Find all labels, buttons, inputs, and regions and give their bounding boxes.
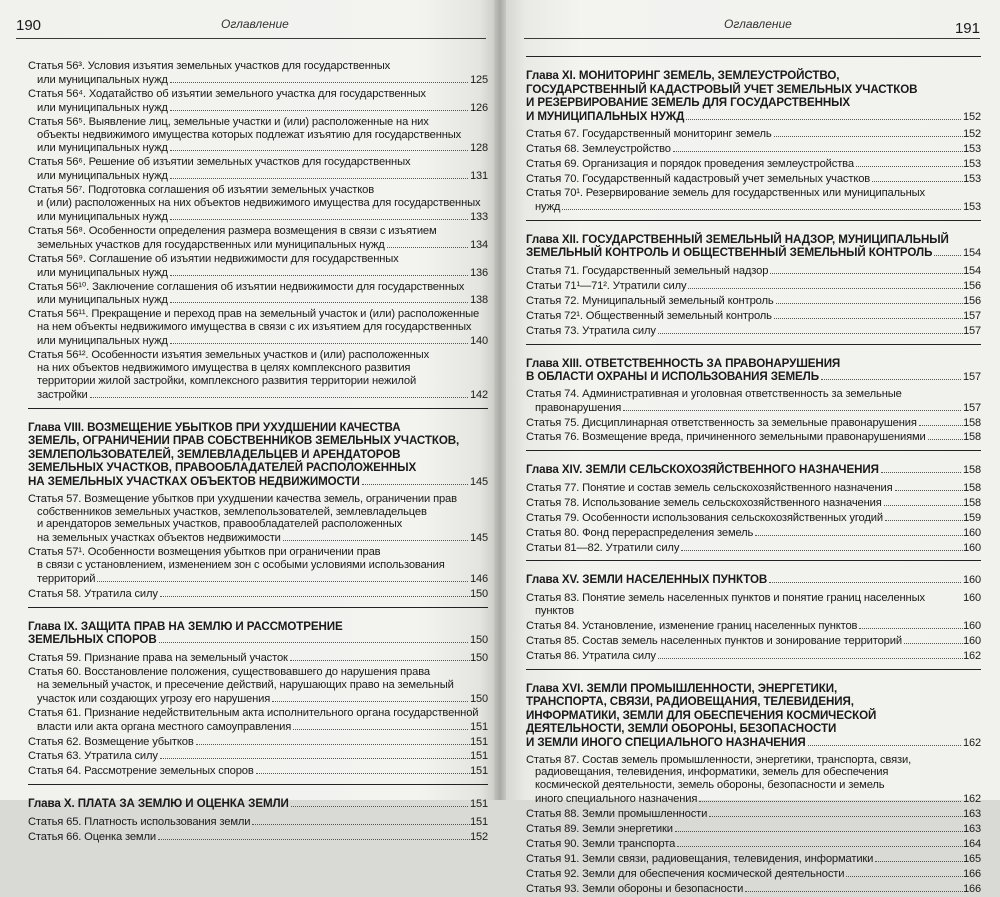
- toc-page-number: 140: [470, 335, 488, 348]
- toc-page-number: 136: [470, 266, 488, 279]
- dot-leader: [658, 649, 963, 659]
- toc-entry-line: и (или) расположенных на них объектов недвижимого имущества для государственных: [37, 197, 481, 210]
- toc-chapter-entry[interactable]: [526, 233, 981, 261]
- toc-article-entry[interactable]: [526, 496, 981, 510]
- toc-entry-line: или муниципальных нужд: [37, 73, 168, 86]
- toc-entry-line: Статья 70¹. Резервирование земель для государственных или муниципальных: [526, 187, 925, 199]
- left-header-title: Оглавление: [221, 17, 289, 31]
- toc-entry-line: Статья 91. Земли связи, радиовещания, телевидения, информатики: [526, 852, 874, 865]
- toc-chapter-entry[interactable]: [526, 682, 981, 751]
- toc-entry-line: на нем объекты недвижимого имущества в связи с их изъятием для государственных: [37, 321, 472, 334]
- dot-leader: [158, 830, 470, 840]
- toc-article-entry[interactable]: [526, 591, 981, 618]
- dot-leader: [769, 573, 961, 583]
- dot-leader: [934, 246, 961, 256]
- toc-entry-line: ЗЕМЕЛЬНЫЙ КОНТРОЛЬ И ОБЩЕСТВЕННЫЙ ЗЕМЕЛЬНЫЙ КОНТРОЛЬ: [526, 246, 933, 260]
- toc-page-number: 152: [963, 128, 981, 141]
- toc-page-number: 166: [963, 882, 981, 895]
- toc-entry-line: Статья 57. Возмещение убытков при ухудшении качества земель, ограничении прав: [28, 492, 457, 505]
- right-header-title: Оглавление: [724, 17, 792, 31]
- dot-leader: [97, 572, 468, 582]
- toc-page-number: 154: [963, 265, 981, 277]
- toc-article-entry[interactable]: [526, 649, 981, 663]
- toc-entry-line: ДЕЯТЕЛЬНОСТИ, ЗЕМЛИ ОБОРОНЫ, БЕЗОПАСНОСТИ: [526, 722, 837, 736]
- toc-entry-line: космической деятельности, земель обороны, безопасности и земель: [535, 779, 885, 792]
- toc-article-entry[interactable]: [28, 735, 488, 749]
- dot-leader: [677, 837, 963, 847]
- toc-entry-line: Статья 56⁷. Подготовка соглашения об изъятии земельных участков: [28, 184, 374, 197]
- toc-article-entry[interactable]: [526, 481, 981, 495]
- right-page: [506, 0, 1000, 895]
- toc-entry-line: застройки: [37, 388, 88, 401]
- toc-page-number: 146: [470, 573, 488, 586]
- dot-leader: [170, 334, 468, 344]
- chapter-section: [28, 607, 488, 778]
- dot-leader: [770, 264, 963, 274]
- toc-entry-line: ЗЕМЕЛЬНЫХ СПОРОВ: [28, 633, 157, 647]
- left-page: [0, 0, 494, 843]
- toc-page-number: 153: [963, 173, 981, 186]
- dot-leader: [256, 764, 470, 774]
- toc-entry-line: Статья 64. Рассмотрение земельных споров: [28, 765, 254, 778]
- dot-leader: [774, 127, 963, 137]
- toc-article-entry[interactable]: [526, 264, 981, 278]
- dot-leader: [170, 141, 468, 151]
- toc-entry-line: И ЗЕМЛИ ИНОГО СПЕЦИАЛЬНОГО НАЗНАЧЕНИЯ: [526, 735, 806, 749]
- toc-article-entry[interactable]: [526, 309, 981, 323]
- toc-entry-line: Статья 60. Восстановление положения, существовавшего до нарушения права: [28, 665, 430, 678]
- toc-entry-line: Статья 68. Землеустройство: [526, 143, 671, 156]
- toc-chapter-entry[interactable]: [526, 357, 981, 385]
- toc-article-entry[interactable]: [526, 187, 981, 214]
- toc-article-entry[interactable]: [526, 541, 981, 555]
- chapter-section: [28, 408, 488, 601]
- toc-entry-line: Статья 62. Возмещение убытков: [28, 735, 194, 748]
- toc-article-entry[interactable]: [28, 587, 488, 601]
- toc-entry-line: ЗЕМЛЕПОЛЬЗОВАТЕЛЕЙ, ЗЕМЛЕВЛАДЕЛЬЦЕВ И АРЕНДАТОРОВ: [28, 447, 401, 461]
- dot-leader: [686, 110, 961, 120]
- toc-entry-line: Глава IX. ЗАЩИТА ПРАВ НА ЗЕМЛЮ И РАССМОТРЕНИЕ: [28, 619, 343, 633]
- right-toc: [526, 56, 981, 897]
- toc-page-number: 158: [963, 416, 981, 429]
- toc-entry-line: собственников земельных участков, землепользователей, землевладельцев: [37, 505, 427, 518]
- toc-entry-line: Статья 61. Признание недействительным акта исполнительного органа государственной: [28, 706, 479, 719]
- toc-entry-line: или муниципальных нужд: [37, 266, 168, 279]
- toc-page-number: 162: [963, 649, 981, 662]
- toc-article-entry[interactable]: [28, 60, 488, 87]
- toc-article-entry[interactable]: [526, 127, 981, 141]
- book-gutter: [494, 0, 506, 800]
- toc-entry-line: Статья 56¹². Особенности изъятия земельных участков и (или) расположенных: [28, 349, 430, 362]
- toc-page-number: 128: [470, 142, 488, 155]
- toc-article-entry[interactable]: [28, 281, 488, 308]
- toc-page-number: 133: [470, 210, 488, 223]
- toc-page-number: 151: [470, 735, 488, 748]
- toc-article-entry[interactable]: [526, 619, 981, 633]
- toc-article-entry[interactable]: [526, 867, 981, 881]
- dot-leader: [170, 73, 468, 83]
- toc-entry-line: Глава XIV. ЗЕМЛИ СЕЛЬСКОХОЗЯЙСТВЕННОГО НАЗНАЧЕНИЯ: [526, 463, 879, 477]
- toc-entry-line: Статья 71. Государственный земельный надзор: [526, 265, 769, 277]
- toc-page-number: 160: [963, 592, 981, 605]
- toc-chapter-entry[interactable]: [28, 620, 488, 648]
- toc-page-number: 153: [963, 143, 981, 156]
- toc-page-number: 145: [469, 476, 488, 489]
- toc-entry-line: Статья 83. Понятие земель населенных пунктов и понятие границ населенных пунктов: [526, 592, 925, 617]
- toc-entry-line: и арендаторов земельных участков, правообладателей расположенных: [37, 518, 403, 531]
- toc-entry-line: Статья 86. Утратила силу: [526, 649, 656, 662]
- toc-article-entry[interactable]: [526, 837, 981, 851]
- toc-entry-line: НА ЗЕМЕЛЬНЫХ УЧАСТКАХ ОБЪЕКТОВ НЕДВИЖИМОСТИ: [28, 475, 360, 489]
- toc-entry-line: Статья 87. Состав земель промышленности, энергетики, транспорта, связи,: [526, 753, 912, 766]
- toc-page-number: 159: [963, 511, 981, 524]
- toc-entry-line: Статья 89. Земли энергетики: [526, 823, 673, 836]
- dot-leader: [675, 822, 963, 832]
- dot-leader: [196, 735, 470, 745]
- toc-page-number: 160: [963, 526, 981, 539]
- toc-entry-line: объекты недвижимого имущества которых подлежат изъятию для государственных: [37, 128, 462, 141]
- toc-entry-line: на них объектов недвижимого имущества в целях комплексного развития: [37, 361, 411, 374]
- toc-entry-line: Статья 76. Возмещение вреда, причиненного земельными правонарушениями: [526, 431, 926, 444]
- toc-entry-line: Статья 88. Земли промышленности: [526, 808, 708, 821]
- toc-article-entry[interactable]: [526, 430, 981, 444]
- toc-article-entry[interactable]: [28, 156, 488, 183]
- toc-entry-line: или муниципальных нужд: [37, 210, 168, 223]
- toc-page-number: 156: [963, 279, 981, 292]
- dot-leader: [919, 416, 963, 426]
- toc-entry-line: Статья 56⁶. Решение об изъятии земельных участков для государственных: [28, 156, 411, 169]
- dot-leader: [885, 511, 963, 521]
- toc-article-entry[interactable]: [526, 511, 981, 525]
- chapter-section: [28, 784, 488, 843]
- toc-article-entry[interactable]: [28, 815, 488, 829]
- toc-entry-line: Статья 77. Понятие и состав земель сельскохозяйственного назначения: [526, 481, 893, 494]
- toc-entry-line: Статья 85. Состав земель населенных пунктов и зонирование территорий: [526, 634, 902, 647]
- toc-page-number: 125: [470, 73, 488, 86]
- toc-article-entry[interactable]: [28, 225, 488, 252]
- toc-article-entry[interactable]: [526, 822, 981, 836]
- toc-chapter-entry[interactable]: [28, 797, 488, 812]
- toc-page-number: 151: [470, 750, 488, 763]
- toc-page-number: 131: [470, 170, 488, 183]
- dot-leader: [170, 293, 468, 303]
- dot-leader: [170, 210, 468, 220]
- toc-entry-line: территорий: [37, 573, 96, 586]
- dot-leader: [283, 531, 468, 541]
- toc-page-number: 160: [963, 619, 981, 632]
- toc-page-number: 164: [963, 838, 981, 850]
- toc-article-entry[interactable]: [526, 754, 981, 807]
- dot-leader: [821, 370, 961, 380]
- toc-page-number: 151: [470, 815, 488, 828]
- toc-entry-line: Статья 72. Муниципальный земельный контроль: [526, 294, 774, 307]
- dot-leader: [776, 294, 963, 304]
- toc-entry-line: правонарушения: [535, 401, 622, 414]
- toc-entry-line: Статья 75. Дисциплинарная ответственность за земельные правонарушения: [526, 416, 917, 429]
- toc-page-number: 157: [963, 401, 981, 414]
- toc-entry-line: Статья 57¹. Особенности возмещения убытков при ограничении прав: [28, 546, 381, 559]
- toc-entry-line: радиовещания, телевидения, информатики, земель для обеспечения: [535, 766, 889, 779]
- dot-leader: [904, 634, 963, 644]
- dot-leader: [170, 169, 468, 179]
- dot-leader: [774, 309, 963, 319]
- toc-entry-line: Статья 79. Особенности использования сельскохозяйственных угодий: [526, 511, 883, 524]
- chapter-section: [526, 560, 981, 662]
- toc-entry-line: В ОБЛАСТИ ОХРАНЫ И ИСПОЛЬЗОВАНИЯ ЗЕМЕЛЬ: [526, 370, 819, 384]
- dot-leader: [884, 496, 963, 506]
- toc-article-entry[interactable]: [28, 88, 488, 115]
- toc-entry-line: или муниципальных нужд: [37, 294, 168, 307]
- toc-page-number: 150: [470, 652, 488, 665]
- dot-leader: [872, 172, 963, 182]
- toc-page-number: 162: [963, 793, 981, 806]
- toc-article-entry[interactable]: [28, 253, 488, 280]
- toc-entry-line: Глава XII. ГОСУДАРСТВЕННЫЙ ЗЕМЕЛЬНЫЙ НАДЗОР, МУНИЦИПАЛЬНЫЙ: [526, 232, 949, 246]
- toc-entry-line: Статья 70. Государственный кадастровый учет земельных участков: [526, 173, 871, 186]
- toc-page-number: 154: [962, 247, 981, 260]
- toc-page-number: 158: [962, 464, 981, 477]
- toc-article-entry[interactable]: [28, 184, 488, 224]
- dot-leader: [699, 792, 961, 802]
- toc-entry-line: Статья 73. Утратила силу: [526, 324, 656, 337]
- toc-entry-line: на земельных участках объектов недвижимости: [37, 532, 281, 545]
- toc-article-entry[interactable]: [526, 279, 981, 293]
- toc-entry-line: Статья 58. Утратила силу: [28, 587, 158, 600]
- toc-article-entry[interactable]: [526, 634, 981, 648]
- toc-entry-line: ЗЕМЕЛЬНЫХ УЧАСТКОВ, ПРАВООБЛАДАТЕЛЕЙ РАСПОЛОЖЕННЫХ: [28, 461, 417, 475]
- toc-entry-line: Статья 93. Земли обороны и безопасности: [526, 882, 744, 895]
- toc-entry-line: Статьи 71¹—71². Утратили силу: [526, 279, 687, 292]
- toc-chapter-entry[interactable]: [526, 69, 981, 124]
- toc-entry-line: ТРАНСПОРТА, СВЯЗИ, РАДИОВЕЩАНИЯ, ТЕЛЕВИДЕНИЯ,: [526, 695, 854, 709]
- toc-entry-line: Статья 69. Организация и порядок проведения землеустройства: [526, 158, 854, 171]
- toc-entry-line: Статья 56⁹. Соглашение об изъятии недвижимости для государственных: [28, 252, 399, 265]
- toc-article-entry[interactable]: [526, 882, 981, 896]
- toc-entry-line: ГОСУДАРСТВЕННЫЙ КАДАСТРОВЫЙ УЧЕТ ЗЕМЕЛЬНЫХ УЧАСТКОВ: [526, 82, 918, 96]
- toc-article-entry[interactable]: [28, 830, 488, 844]
- toc-article-entry[interactable]: [28, 349, 488, 402]
- toc-article-entry[interactable]: [28, 749, 488, 763]
- toc-article-entry[interactable]: [526, 852, 981, 866]
- toc-entry-line: Статья 56¹⁰. Заключение соглашения об изъятии недвижимости для государственных: [28, 280, 465, 293]
- toc-page-number: 157: [963, 309, 981, 322]
- toc-page-number: 142: [470, 388, 488, 401]
- dot-leader: [681, 541, 963, 551]
- toc-page-number: 160: [963, 634, 981, 647]
- dot-leader: [895, 481, 964, 491]
- toc-chapter-entry[interactable]: [526, 573, 981, 588]
- toc-entry-line: Статьи 81—82. Утратили силу: [526, 541, 680, 554]
- dot-leader: [709, 807, 963, 817]
- toc-entry-line: Статья 66. Оценка земли: [28, 830, 156, 843]
- toc-page-number: 134: [470, 238, 488, 251]
- toc-article-entry[interactable]: [526, 172, 981, 186]
- toc-article-entry[interactable]: [28, 651, 488, 665]
- toc-page-number: 156: [963, 294, 981, 307]
- chapter-section: [526, 220, 981, 338]
- toc-page-number: 162: [962, 736, 981, 749]
- toc-page-number: 163: [963, 823, 981, 836]
- toc-entry-line: Статья 78. Использование земель сельскохозяйственного назначения: [526, 496, 882, 509]
- toc-entry-line: И РЕЗЕРВИРОВАНИЕ ЗЕМЕЛЬ ДЛЯ ГОСУДАРСТВЕННЫХ: [526, 96, 851, 110]
- toc-entry-line: Статья 72¹. Общественный земельный контроль: [526, 309, 772, 322]
- toc-entry-line: в связи с установлением, изменением зон с особыми условиями использования: [37, 559, 445, 572]
- toc-article-entry[interactable]: [526, 416, 981, 430]
- toc-entry-line: Статья 56⁵. Выявление лиц, земельные участки и (или) расположенные на них: [28, 115, 429, 128]
- right-page-number: 191: [954, 20, 980, 37]
- dot-leader: [160, 749, 470, 759]
- toc-page-number: 152: [962, 110, 981, 123]
- dot-leader: [856, 157, 963, 167]
- dot-leader: [290, 651, 470, 661]
- toc-page-number: 157: [963, 324, 981, 337]
- toc-page-number: 152: [470, 830, 488, 843]
- toc-entry-line: иного специального назначения: [535, 793, 698, 806]
- toc-entry-line: Статья 59. Признание права на земельный участок: [28, 652, 288, 665]
- toc-entry-line: или муниципальных нужд: [37, 101, 168, 114]
- dot-leader: [170, 101, 468, 111]
- toc-entry-line: ИНФОРМАТИКИ, ЗЕМЛИ ДЛЯ ОБЕСПЕЧЕНИЯ КОСМИЧЕСКОЙ: [526, 708, 877, 722]
- toc-entry-line: Статья 65. Платность использования земли: [28, 815, 251, 828]
- chapter-section: [526, 344, 981, 445]
- toc-entry-line: Статья 90. Земли транспорта: [526, 838, 676, 850]
- toc-entry-line: Статья 74. Административная и уголовная ответственность за земельные: [526, 387, 902, 400]
- toc-entry-line: территории жилой застройки, комплексного развития территории нежилой: [37, 374, 417, 387]
- dot-leader: [159, 633, 468, 643]
- toc-entry-line: Глава XV. ЗЕМЛИ НАСЕЛЕННЫХ ПУНКТОВ: [526, 573, 768, 587]
- toc-page-number: 138: [470, 294, 488, 307]
- toc-page-number: 163: [963, 808, 981, 821]
- toc-entry-line: Статья 56³. Условия изъятия земельных участков для государственных: [28, 60, 391, 72]
- toc-page-number: 150: [469, 634, 488, 647]
- left-page-number: 190: [16, 17, 42, 34]
- toc-chapter-entry[interactable]: [526, 463, 981, 478]
- dot-leader: [170, 266, 468, 276]
- toc-entry-line: или муниципальных нужд: [37, 335, 168, 348]
- toc-entry-line: Глава X. ПЛАТА ЗА ЗЕМЛЮ И ОЦЕНКА ЗЕМЛИ: [28, 797, 289, 811]
- dot-leader: [291, 797, 468, 807]
- toc-article-entry[interactable]: [28, 493, 488, 546]
- toc-entry-line: Статья 56⁸. Особенности определения размера возмещения в связи с изъятием: [28, 224, 437, 237]
- toc-entry-line: И МУНИЦИПАЛЬНЫХ НУЖД: [526, 109, 685, 123]
- toc-entry-line: Глава XIII. ОТВЕТСТВЕННОСТЬ ЗА ПРАВОНАРУШЕНИЯ: [526, 356, 841, 370]
- dot-leader: [673, 142, 963, 152]
- toc-article-entry[interactable]: [526, 388, 981, 415]
- right-page-header: [524, 12, 980, 39]
- toc-page-number: 150: [470, 692, 488, 705]
- toc-article-entry[interactable]: [28, 546, 488, 586]
- toc-entry-line: Глава XI. МОНИТОРИНГ ЗЕМЕЛЬ, ЗЕМЛЕУСТРОЙСТВО,: [526, 69, 840, 82]
- dot-leader: [387, 238, 469, 248]
- toc-article-entry[interactable]: [28, 308, 488, 348]
- toc-page-number: 153: [963, 200, 981, 213]
- toc-article-entry[interactable]: [526, 324, 981, 338]
- dot-leader: [272, 692, 468, 702]
- toc-article-entry[interactable]: [28, 707, 488, 734]
- toc-page-number: 157: [962, 371, 981, 384]
- dot-leader: [859, 619, 963, 629]
- dot-leader: [846, 867, 963, 877]
- toc-page-number: 150: [470, 587, 488, 600]
- left-toc: [28, 60, 488, 845]
- toc-entry-line: нужд: [535, 200, 561, 213]
- toc-article-entry[interactable]: [526, 294, 981, 308]
- chapter-section: [526, 669, 981, 896]
- dot-leader: [808, 736, 961, 746]
- toc-entry-line: на земельный участок, и пресечение действий, нарушающих право на земельный: [37, 678, 454, 691]
- toc-page-number: 145: [470, 532, 488, 545]
- toc-page-number: 153: [963, 158, 981, 171]
- toc-page-number: 151: [469, 798, 488, 811]
- dot-leader: [623, 401, 961, 411]
- toc-article-entry[interactable]: [28, 764, 488, 778]
- chapter-section: [526, 56, 981, 214]
- toc-page-number: 126: [470, 101, 488, 114]
- toc-entry-line: Глава VIII. ВОЗМЕЩЕНИЕ УБЫТКОВ ПРИ УХУДШЕНИИ КАЧЕСТВА: [28, 420, 401, 434]
- dot-leader: [688, 279, 963, 289]
- toc-entry-line: Глава XVI. ЗЕМЛИ ПРОМЫШЛЕННОСТИ, ЭНЕРГЕТИКИ,: [526, 681, 838, 695]
- toc-entry-line: Статья 56¹¹. Прекращение и переход прав на земельный участок и (или) расположенные: [28, 308, 480, 321]
- toc-article-entry[interactable]: [526, 142, 981, 156]
- toc-entry-line: участок или создающих угрозу его нарушения: [37, 692, 271, 705]
- toc-page-number: 158: [963, 496, 981, 509]
- toc-entry-line: или муниципальных нужд: [37, 142, 168, 155]
- toc-entry-line: Статья 92. Земли для обеспечения космической деятельности: [526, 867, 845, 880]
- toc-article-entry[interactable]: [28, 666, 488, 706]
- dot-leader: [562, 200, 961, 210]
- dot-leader: [881, 463, 961, 473]
- toc-page-number: 165: [963, 852, 981, 865]
- toc-article-entry[interactable]: [28, 116, 488, 156]
- dot-leader: [293, 720, 468, 730]
- toc-entry-line: Статья 63. Утратила силу: [28, 750, 158, 763]
- dot-leader: [745, 882, 963, 892]
- toc-page-number: 160: [963, 541, 981, 554]
- dot-leader: [928, 430, 963, 440]
- toc-entry-line: Статья 67. Государственный мониторинг земель: [526, 128, 772, 141]
- left-page-header: [16, 12, 486, 39]
- toc-entry-line: власти или акта органа местного самоуправления: [37, 720, 292, 733]
- chapter-section: [526, 450, 981, 554]
- toc-chapter-entry[interactable]: [28, 421, 488, 490]
- toc-article-entry[interactable]: [526, 526, 981, 540]
- toc-entry-line: Статья 80. Фонд перераспределения земель: [526, 526, 754, 539]
- dot-leader: [90, 388, 469, 398]
- toc-entry-line: Статья 56⁴. Ходатайство об изъятии земельного участка для государственных: [28, 87, 426, 100]
- toc-entry-line: земельных участков для государственных или муниципальных нужд: [37, 238, 385, 251]
- dot-leader: [252, 815, 470, 825]
- dot-leader: [875, 852, 963, 862]
- toc-article-entry[interactable]: [526, 157, 981, 171]
- toc-page-number: 158: [963, 481, 981, 494]
- toc-entry-line: ЗЕМЕЛЬ, ОГРАНИЧЕНИИ ПРАВ СОБСТВЕННИКОВ ЗЕМЕЛЬНЫХ УЧАСТКОВ,: [28, 434, 460, 448]
- toc-entry-line: или муниципальных нужд: [37, 170, 168, 183]
- toc-article-entry[interactable]: [526, 807, 981, 821]
- dot-leader: [755, 526, 963, 536]
- toc-page-number: 158: [963, 431, 981, 444]
- dot-leader: [160, 587, 470, 597]
- toc-entry-line: Статья 84. Установление, изменение границ населенных пунктов: [526, 619, 858, 632]
- toc-page-number: 166: [963, 867, 981, 880]
- toc-page-number: 151: [470, 720, 488, 733]
- toc-page-number: 160: [962, 574, 981, 587]
- toc-page-number: 151: [470, 765, 488, 778]
- dot-leader: [362, 475, 468, 485]
- dot-leader: [658, 324, 963, 334]
